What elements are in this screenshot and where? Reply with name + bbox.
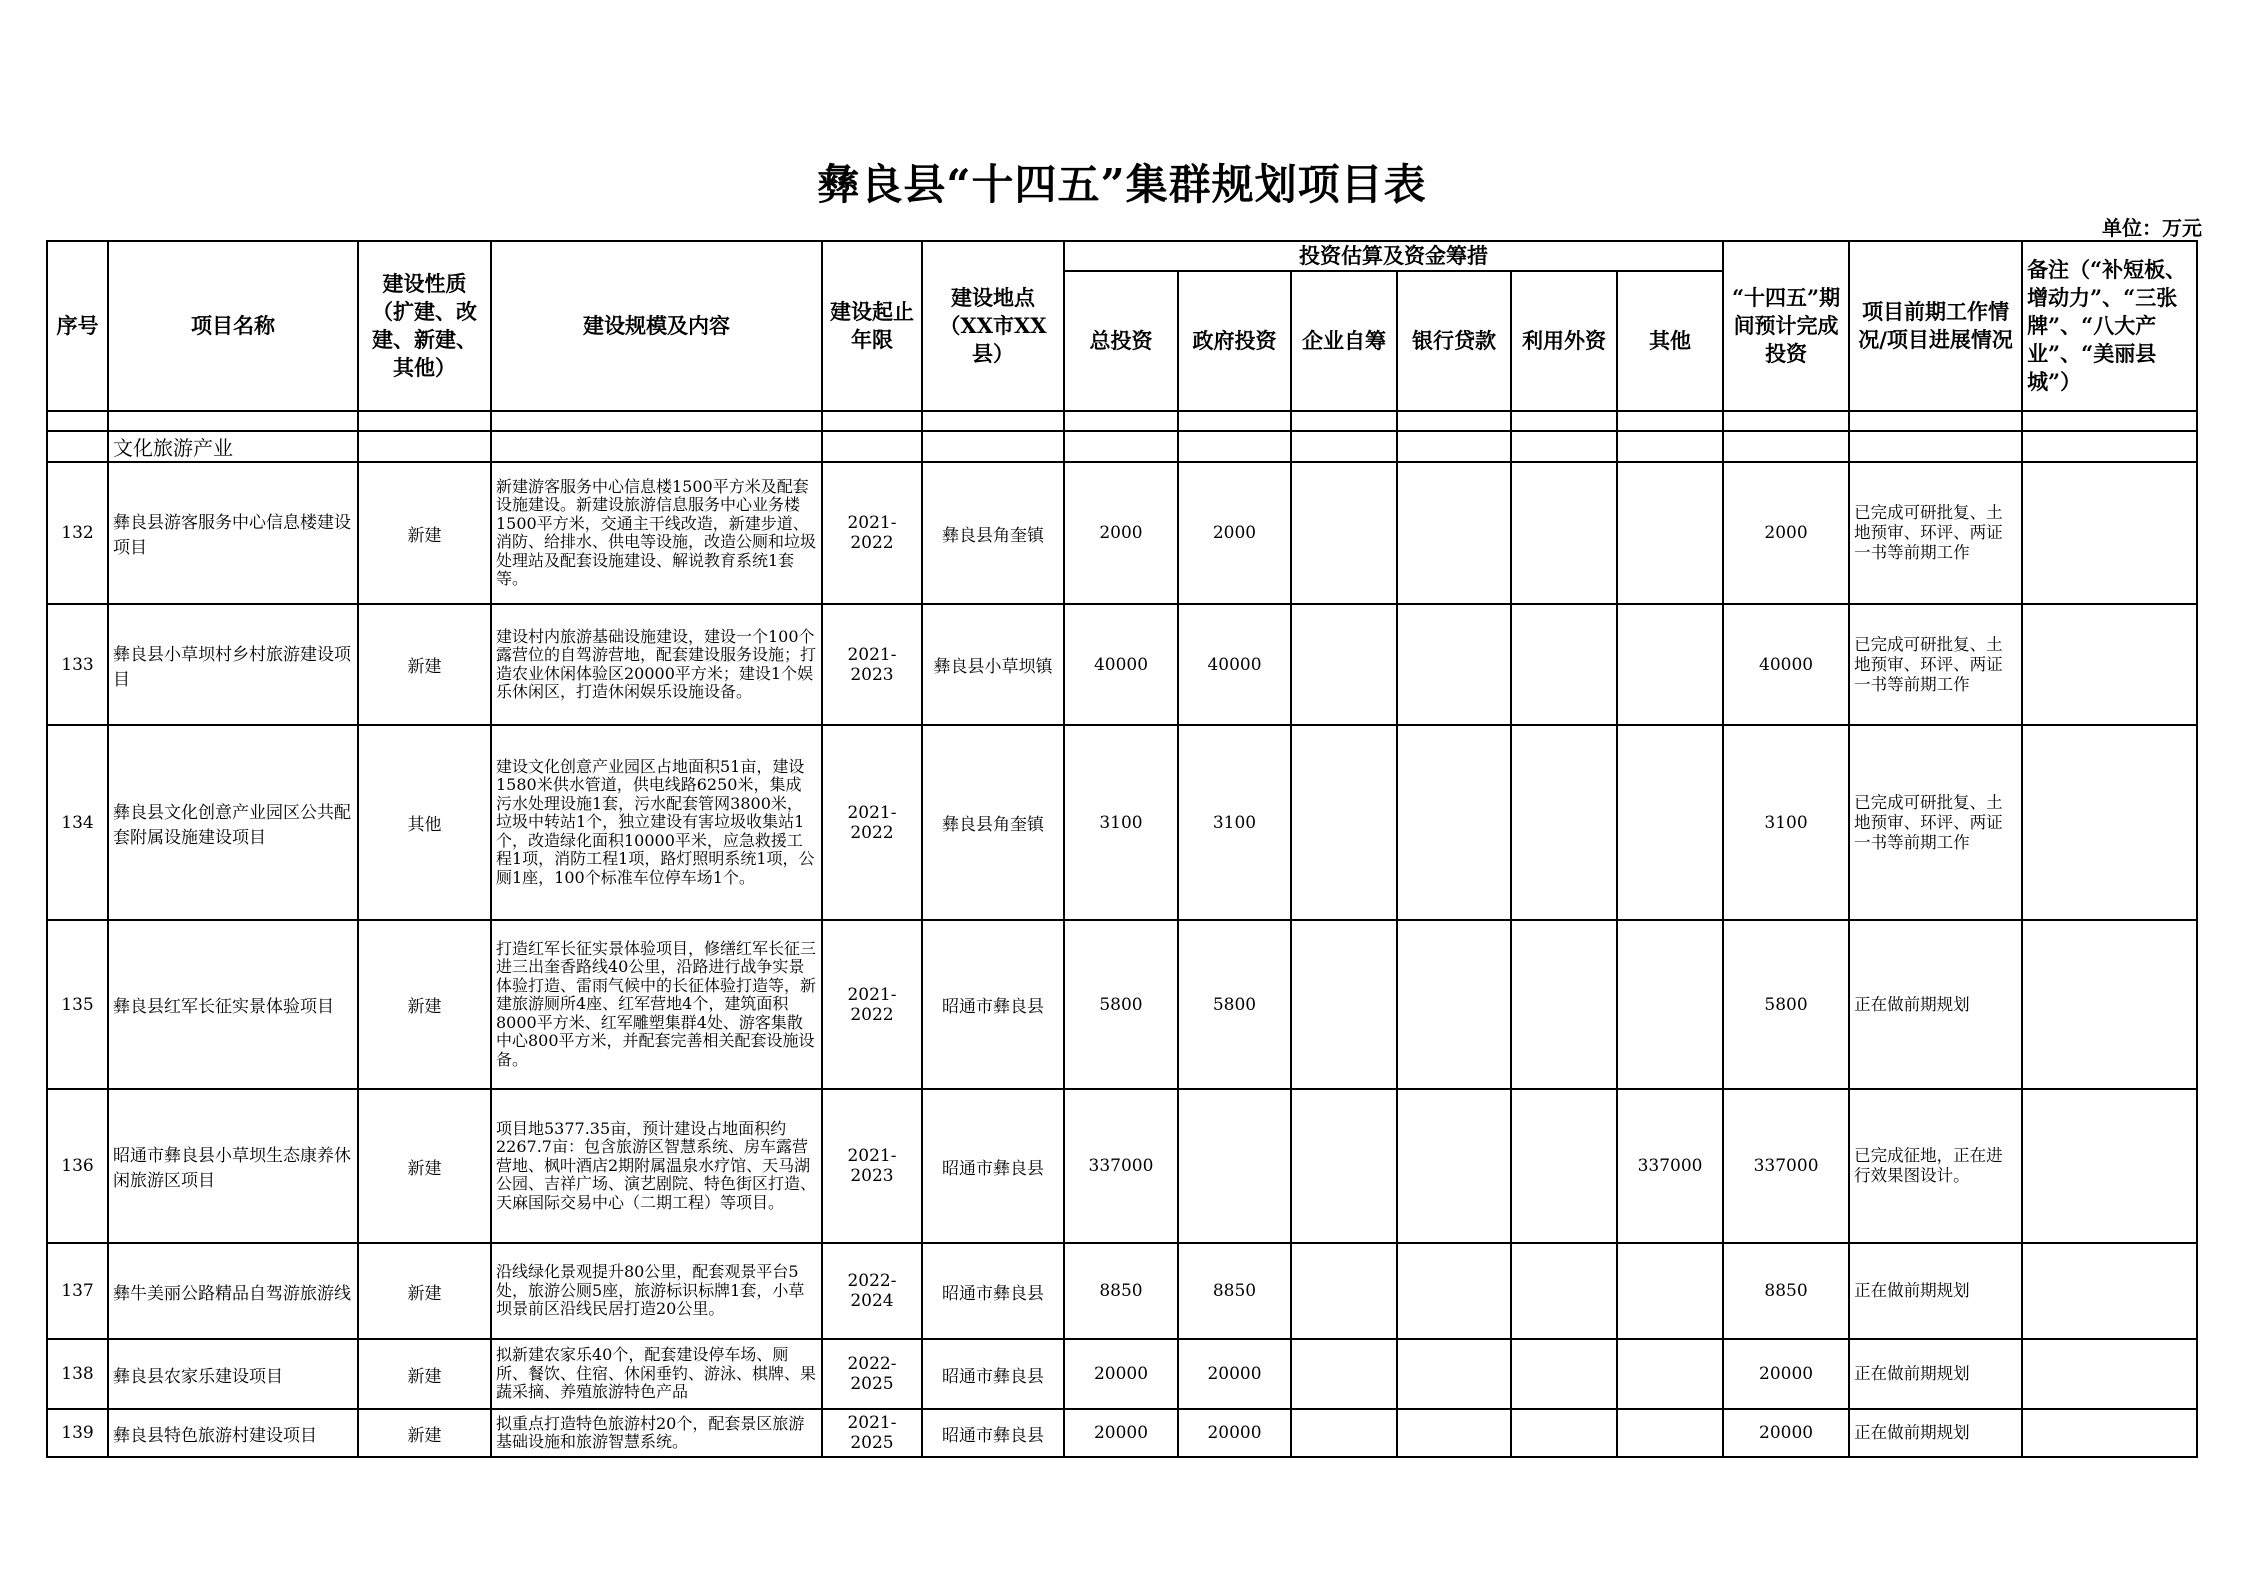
cell-total: 8850: [1064, 1243, 1178, 1339]
cell-gov: 2000: [1178, 462, 1291, 604]
table-row: [47, 725, 2197, 920]
cell-enterprise: [1291, 920, 1397, 1089]
header-other: 其他: [1617, 271, 1723, 411]
table-row: [47, 1243, 2197, 1339]
cell-period: 2021-2022: [822, 920, 922, 1089]
cell-other: [1617, 1243, 1723, 1339]
cell-planned: 337000: [1723, 1089, 1849, 1243]
header-planned: “十四五”期间预计完成投资: [1723, 241, 1849, 411]
cell-bank: [1397, 1089, 1511, 1243]
cell-name: 彝良县文化创意产业园区公共配套附属设施建设项目: [108, 725, 358, 920]
cell-total: 40000: [1064, 604, 1178, 725]
cell-seq: 136: [47, 1089, 108, 1243]
cell-progress: 正在做前期规划: [1849, 1409, 2022, 1457]
cell-seq: 138: [47, 1339, 108, 1409]
cell-remark: [2022, 462, 2197, 604]
cell-other: [1617, 462, 1723, 604]
cell-other: [1617, 1339, 1723, 1409]
cell-seq: 139: [47, 1409, 108, 1457]
project-table: [46, 240, 2198, 1458]
cell-nature: 新建: [358, 1339, 491, 1409]
cell-foreign: [1511, 1339, 1617, 1409]
header-foreign: 利用外资: [1511, 271, 1617, 411]
cell-seq: 135: [47, 920, 108, 1089]
header-remark: 备注（“补短板、增动力”、“三张牌”、“八大产业”、“美丽县城”）: [2022, 241, 2197, 411]
cell-scale: 打造红军长征实景体验项目，修缮红军长征三进三出奎香路线40公里，沿路进行战争实景体验打造、雷雨气候中的长征体验打造等，新建旅游厕所4座、红军营地4个，建筑面积8000平方米、红军雕塑集群4处、游客集散中心800平方米，并配套完善相关配套设施设备。: [491, 920, 822, 1089]
table-row: [47, 462, 2197, 604]
cell-scale: 新建游客服务中心信息楼1500平方米及配套设施建设。新建设旅游信息服务中心业务楼1500平方米，交通主干线改造，新建步道、消防、给排水、供电等设施，改造公厕和垃圾处理站及配套设施建设、解说教育系统1套等。: [491, 462, 822, 604]
cell-nature: 其他: [358, 725, 491, 920]
cell-progress: 已完成可研批复、土地预审、环评、两证一书等前期工作: [1849, 604, 2022, 725]
cell-foreign: [1511, 1089, 1617, 1243]
cell-location: 昭通市彝良县: [922, 1089, 1064, 1243]
cell-other: [1617, 725, 1723, 920]
cell-name: 彝良县农家乐建设项目: [108, 1339, 358, 1409]
cell-nature: 新建: [358, 462, 491, 604]
cell-total: 3100: [1064, 725, 1178, 920]
cell-name: 彝良县小草坝村乡村旅游建设项目: [108, 604, 358, 725]
cell-scale: 建设村内旅游基础设施建设，建设一个100个露营位的自驾游营地，配套建设服务设施；打造农业休闲体验区20000平方米；建设1个娱乐休闲区，打造休闲娱乐设施设备。: [491, 604, 822, 725]
cell-bank: [1397, 920, 1511, 1089]
cell-total: 337000: [1064, 1089, 1178, 1243]
cell-name: 彝良县游客服务中心信息楼建设项目: [108, 462, 358, 604]
cell-seq: 132: [47, 462, 108, 604]
cell-nature: 新建: [358, 920, 491, 1089]
header-row: [47, 241, 2197, 271]
cell-name: 彝良县红军长征实景体验项目: [108, 920, 358, 1089]
cell-enterprise: [1291, 604, 1397, 725]
table-row: [47, 1409, 2197, 1457]
header-bank: 银行贷款: [1397, 271, 1511, 411]
cell-remark: [2022, 920, 2197, 1089]
cell-foreign: [1511, 604, 1617, 725]
cell-remark: [2022, 1243, 2197, 1339]
cell-nature: 新建: [358, 1089, 491, 1243]
cell-gov: [1178, 1089, 1291, 1243]
cell-progress: 正在做前期规划: [1849, 1339, 2022, 1409]
cell-other: [1617, 920, 1723, 1089]
cell-seq: 133: [47, 604, 108, 725]
table-row: [47, 920, 2197, 1089]
cell-gov: 20000: [1178, 1409, 1291, 1457]
cell-period: 2022-2025: [822, 1339, 922, 1409]
cell-location: 昭通市彝良县: [922, 1339, 1064, 1409]
header-enterprise: 企业自筹: [1291, 271, 1397, 411]
cell-foreign: [1511, 920, 1617, 1089]
header-period: 建设起止年限: [822, 241, 922, 411]
cell-period: 2022-2024: [822, 1243, 922, 1339]
cell-total: 20000: [1064, 1409, 1178, 1457]
cell-gov: 5800: [1178, 920, 1291, 1089]
cell-bank: [1397, 1409, 1511, 1457]
spacer-row: [47, 411, 2197, 431]
cell-progress: 已完成可研批复、土地预审、环评、两证一书等前期工作: [1849, 462, 2022, 604]
cell-period: 2021-2022: [822, 725, 922, 920]
cell-gov: 3100: [1178, 725, 1291, 920]
cell-period: 2021-2025: [822, 1409, 922, 1457]
header-seq: 序号: [47, 241, 108, 411]
cell-bank: [1397, 1339, 1511, 1409]
cell-bank: [1397, 462, 1511, 604]
table-row: [47, 604, 2197, 725]
cell-location: 彝良县角奎镇: [922, 462, 1064, 604]
cell-planned: 20000: [1723, 1339, 1849, 1409]
cell-period: 2021-2022: [822, 462, 922, 604]
cell-nature: 新建: [358, 1409, 491, 1457]
cell-other: [1617, 1409, 1723, 1457]
cell-enterprise: [1291, 1243, 1397, 1339]
cell-planned: 5800: [1723, 920, 1849, 1089]
cell-enterprise: [1291, 1339, 1397, 1409]
cell-planned: 2000: [1723, 462, 1849, 604]
cell-bank: [1397, 1243, 1511, 1339]
cell-foreign: [1511, 462, 1617, 604]
page-title: 彝良县“十四五”集群规划项目表: [817, 160, 1427, 209]
cell-scale: 拟重点打造特色旅游村20个，配套景区旅游基础设施和旅游智慧系统。: [491, 1409, 822, 1457]
cell-foreign: [1511, 725, 1617, 920]
cell-planned: 3100: [1723, 725, 1849, 920]
cell-total: 5800: [1064, 920, 1178, 1089]
header-scale: 建设规模及内容: [491, 241, 822, 411]
cell-seq: 137: [47, 1243, 108, 1339]
cell-period: 2021-2023: [822, 1089, 922, 1243]
header-progress: 项目前期工作情况/项目进展情况: [1849, 241, 2022, 411]
cell-enterprise: [1291, 1089, 1397, 1243]
cell-remark: [2022, 1409, 2197, 1457]
header-gov: 政府投资: [1178, 271, 1291, 411]
cell-location: 彝良县小草坝镇: [922, 604, 1064, 725]
header-nature: 建设性质（扩建、改建、新建、其他）: [358, 241, 491, 411]
cell-nature: 新建: [358, 604, 491, 725]
unit-label: 单位：万元: [2102, 216, 2202, 240]
cell-remark: [2022, 725, 2197, 920]
cell-remark: [2022, 604, 2197, 725]
cell-enterprise: [1291, 1409, 1397, 1457]
cell-total: 20000: [1064, 1339, 1178, 1409]
cell-location: 彝良县角奎镇: [922, 725, 1064, 920]
cell-seq: 134: [47, 725, 108, 920]
cell-gov: 40000: [1178, 604, 1291, 725]
cell-period: 2021-2023: [822, 604, 922, 725]
cell-location: 昭通市彝良县: [922, 1243, 1064, 1339]
cell-gov: 20000: [1178, 1339, 1291, 1409]
table-row: [47, 1339, 2197, 1409]
cell-planned: 20000: [1723, 1409, 1849, 1457]
header-total: 总投资: [1064, 271, 1178, 411]
cell-planned: 40000: [1723, 604, 1849, 725]
cell-location: 昭通市彝良县: [922, 1409, 1064, 1457]
cell-progress: 已完成征地，正在进行效果图设计。: [1849, 1089, 2022, 1243]
cell-foreign: [1511, 1409, 1617, 1457]
cell-gov: 8850: [1178, 1243, 1291, 1339]
cell-scale: 建设文化创意产业园区占地面积51亩，建设1580米供水管道，供电线路6250米，集成污水处理设施1套，污水配套管网3800米，垃圾中转站1个，独立建设有害垃圾收集站1个，改造绿化面积10000平米，应急救援工程1项，消防工程1项，路灯照明系统1项，公厕1座，100个标准车位停车场1个。: [491, 725, 822, 920]
cell-name: 昭通市彝良县小草坝生态康养休闲旅游区项目: [108, 1089, 358, 1243]
cell-remark: [2022, 1339, 2197, 1409]
section-label: 文化旅游产业: [108, 431, 358, 462]
cell-name: 彝牛美丽公路精品自驾游旅游线: [108, 1243, 358, 1339]
cell-scale: 沿线绿化景观提升80公里，配套观景平台5处，旅游公厕5座，旅游标识标牌1套，小草坝景前区沿线民居打造20公里。: [491, 1243, 822, 1339]
cell-enterprise: [1291, 462, 1397, 604]
cell-progress: 已完成可研批复、土地预审、环评、两证一书等前期工作: [1849, 725, 2022, 920]
header-invest-group: 投资估算及资金筹措: [1064, 241, 1723, 271]
header-location: 建设地点（XX市XX县）: [922, 241, 1064, 411]
section-row: [47, 431, 2197, 462]
cell-planned: 8850: [1723, 1243, 1849, 1339]
cell-scale: 项目地5377.35亩，预计建设占地面积约2267.7亩：包含旅游区智慧系统、房车露营营地、枫叶酒店2期附属温泉水疗馆、天马湖公园、吉祥广场、演艺剧院、特色街区打造、天麻国际交易中心（二期工程）等项目。: [491, 1089, 822, 1243]
cell-scale: 拟新建农家乐40个，配套建设停车场、厕所、餐饮、住宿、休闲垂钓、游泳、棋牌、果蔬采摘、养殖旅游特色产品: [491, 1339, 822, 1409]
header-name: 项目名称: [108, 241, 358, 411]
cell-name: 彝良县特色旅游村建设项目: [108, 1409, 358, 1457]
cell-other: 337000: [1617, 1089, 1723, 1243]
cell-foreign: [1511, 1243, 1617, 1339]
cell-location: 昭通市彝良县: [922, 920, 1064, 1089]
table-row: [47, 1089, 2197, 1243]
cell-total: 2000: [1064, 462, 1178, 604]
cell-progress: 正在做前期规划: [1849, 1243, 2022, 1339]
cell-enterprise: [1291, 725, 1397, 920]
cell-progress: 正在做前期规划: [1849, 920, 2022, 1089]
cell-bank: [1397, 604, 1511, 725]
cell-nature: 新建: [358, 1243, 491, 1339]
cell-bank: [1397, 725, 1511, 920]
cell-remark: [2022, 1089, 2197, 1243]
cell-other: [1617, 604, 1723, 725]
